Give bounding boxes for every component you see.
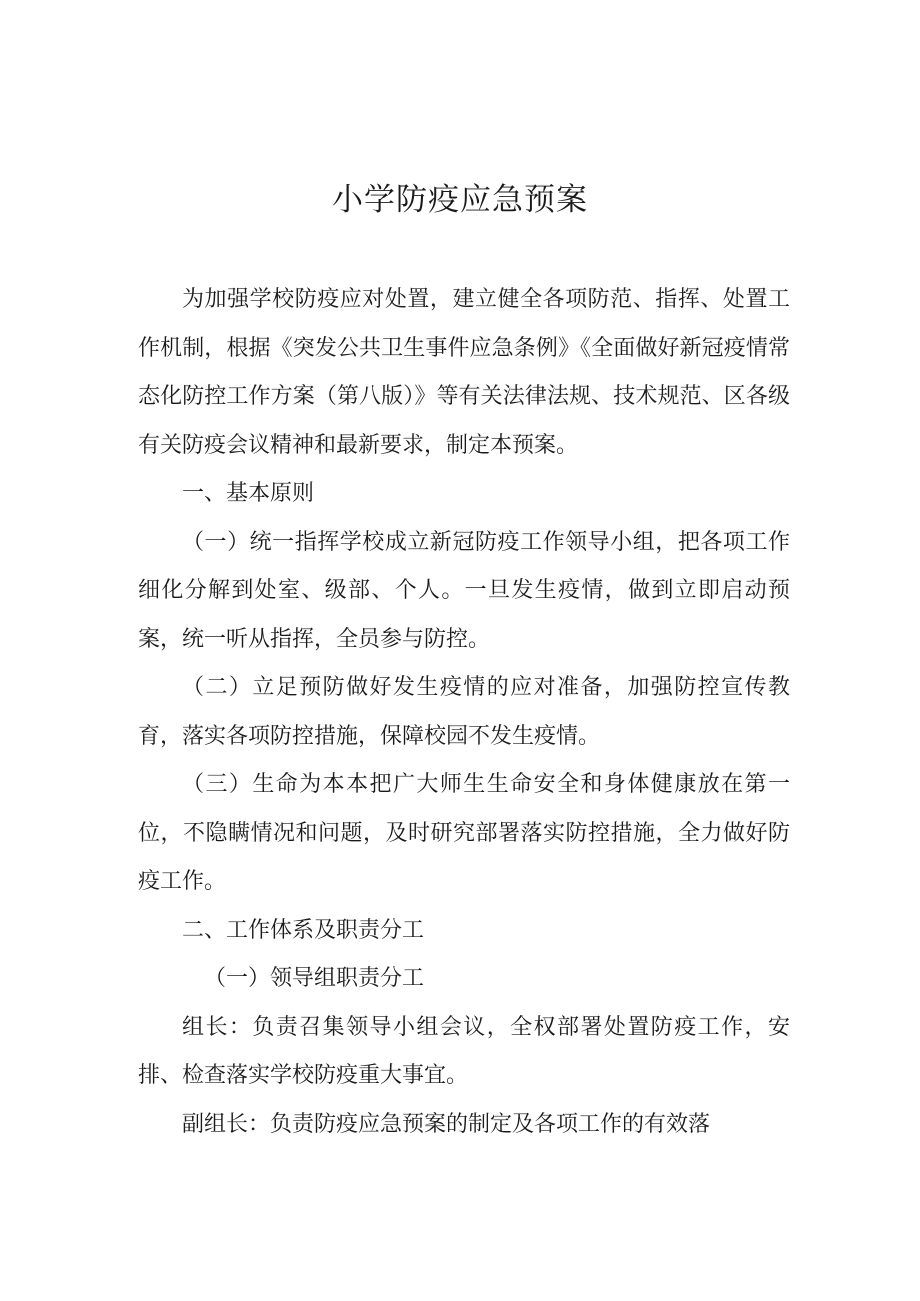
principle-item-1: （一）统一指挥学校成立新冠防疫工作领导小组，把各项工作细化分解到处室、级部、个人。一旦发生疫情，做到立即启动预案，统一听从指挥，全员参与防控。 [138,529,790,652]
principle-item-2: （二）立足预防做好发生疫情的应对准备，加强防控宣传教育，落实各项防控措施，保障校园不发生疫情。 [138,675,790,749]
document-title: 小学防疫应急预案 [332,182,588,218]
section-heading-principles: 一、基本原则 [182,481,315,506]
intro-paragraph: 为加强学校防疫应对处置，建立健全各项防范、指挥、处置工作机制，根据《突发公共卫生事件应急条例》《全面做好新冠疫情常态化防控工作方案（第八版）》等有关法律法规、技术规范、区各级有关防疫会议精神和最新要求，制定本预案。 [138,287,790,458]
principle-item-3: （三）生命为本本把广大师生生命安全和身体健康放在第一位，不隐瞒情况和问题，及时研究部署落实防控措施，全力做好防疫工作。 [138,772,790,894]
section-heading-work-system: 二、工作体系及职责分工 [182,917,425,943]
deputy-leader-duty-paragraph: 副组长：负责防疫应急预案的制定及各项工作的有效落 [182,1111,711,1137]
document-body [138,276,790,1149]
subsection-heading-leadership: （一）领导组职责分工 [204,966,425,991]
leader-duty-paragraph: 组长：负责召集领导小组会议，全权部署处置防疫工作，安排、检查落实学校防疫重大事宜。 [138,1014,790,1088]
